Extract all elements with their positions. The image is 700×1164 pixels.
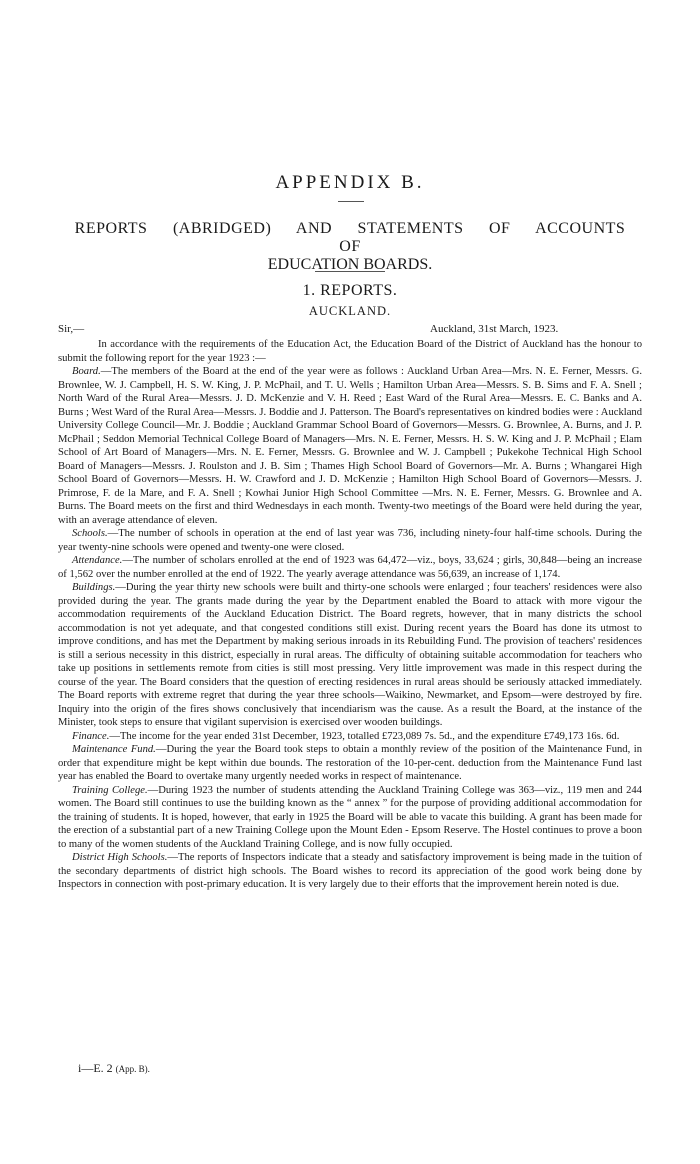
title-line-2: EDUCATION BOARDS.	[267, 256, 433, 273]
paragraph-label: Schools.	[72, 528, 108, 539]
letter-salutation: Sir,—	[58, 323, 85, 335]
paragraph-finance	[58, 730, 642, 744]
footer-reference-suffix: (App. B).	[115, 1064, 150, 1074]
paragraph-label: Buildings.	[72, 582, 116, 593]
region-heading: AUCKLAND.	[308, 304, 392, 318]
letter-dateline: Auckland, 31st March, 1923.	[430, 323, 559, 335]
paragraph-text: —The reports of Inspectors indicate that a steady and satisfactory improvement is being made in the tuition of the secondary departments of district high schools. The Board wishes to record its appreciation of the good work being done by Inspectors in connection with post-primary education. It is very largely due to their efforts that the improvement herein noted is due.	[58, 852, 642, 890]
document-title	[58, 220, 642, 274]
appendix-heading: APPENDIX B.	[275, 172, 425, 193]
footer-reference: i—E. 2	[78, 1061, 113, 1075]
paragraph-text: —The number of scholars enrolled at the end of 1923 was 64,472—viz., boys, 33,624 ; girls, 30,848—being an increase of 1,562 over the number enrolled at the end of 1922. The yearly average attendance was 56,639, an increase of 1,174.	[58, 555, 642, 580]
paragraph-intro	[58, 338, 642, 365]
paragraph-label: Maintenance Fund.	[72, 744, 156, 755]
ornament-rule	[338, 201, 364, 202]
paragraph-label: Board.	[72, 366, 101, 377]
report-body	[58, 338, 642, 892]
paragraph-training-college	[58, 784, 642, 852]
paragraph-attendance	[58, 554, 642, 581]
paragraph-board	[58, 365, 642, 527]
paragraph-text: —During the year thirty new schools were built and thirty-one schools were enlarged ; four teachers' residences were also provided during the year. The grants made during the year by the Department enabled the Board to attack with more vigour the accommodation requirements of the Auckland Education District. The Board regrets, however, that in many districts the school accommodation is not yet adequate, and that congested conditions still exist. During recent years the Board has done its utmost to improve conditions, and has met the Department by making serious inroads in its Rebuilding Fund. The provision of teachers' residences is still a serious necessity in this district, especially in rural areas. The difficulty of obtaining suitable accommodation for teachers who take up positions in settlements remote from cities is still most pressing. Very little improvement was made in this respect during the course of the year. The Board considers that the question of erecting residences in rural areas should be seriously attacked immediately. The Board reports with extreme regret that during the year three schools—Waikino, Newmarket, and Epsom—were destroyed by fire. Inquiry into the origin of the fires shows conclusively that incendiarism was the cause. As a result the Board, at the instance of the Minister, took steps to ensure that vigilant supervision is exercised over wooden buildings.	[58, 582, 642, 728]
page-footer	[78, 1061, 150, 1076]
paragraph-label: Attendance.	[72, 555, 123, 566]
title-line-1: REPORTS (ABRIDGED) AND STATEMENTS OF ACCOUNTS OF	[74, 220, 626, 255]
paragraph-text: —The number of schools in operation at the end of last year was 736, including ninety-four half-time schools. During the year twenty-nine schools were opened and twenty-one were closed.	[58, 528, 642, 553]
paragraph-maintenance-fund	[58, 743, 642, 784]
paragraph-text: —The members of the Board at the end of the year were as follows : Auckland Urban Area—Mrs. N. E. Ferner, Messrs. G. Brownlee, W. J. Campbell, H. S. W. King, J. P. McPhail, and T. U. Wells ; Hamilton Urban Area—Messrs. S. B. Sims and F. A. Snell ; North Ward of the Rural Area—Messrs. J. D. McKenzie and V. H. Reed ; East Ward of the Rural Area—Messrs. E. C. Banks and A. Burns ; West Ward of the Rural Area—Messrs. J. Boddie and J. Patterson. The Board's representatives on kindred bodies were : Auckland University College Council—Mr. J. Boddie ; Auckland Grammar School Board of Governors—Messrs. G. Brownlee, A. Burns, and J. P. McPhail ; Seddon Memorial Technical College Board of Managers—Mrs. N. E. Ferner, Messrs. H. S. W. King and J. P. McPhail ; Elam School of Art Board of Managers—Mrs. N. E. Ferner, Messrs. G. Brownlee and W. J. Campbell ; Pukekohe Technical High School Board of Managers—Messrs. J. Roulston and J. B. Sim ; Thames High School Board of Governors—Mr. A. Burns ; Whangarei High School Board of Governors—Messrs. H. W. Crawford and J. D. McKenzie ; Hamilton High School Board of Governors—Messrs. J. Primrose, F. de la Mare, and F. A. Snell ; Kowhai Junior High School Committee —Mrs. N. E. Ferner, Messrs. G. Brownlee and A. Burns. The Board meets on the first and third Wednesdays in each month. Twenty-two meetings of the Board were held during the year, with an average attendance of eleven.	[58, 366, 642, 526]
paragraph-label: Training College.	[72, 784, 148, 796]
paragraph-text: —The income for the year ended 31st December, 1923, totalled £723,089 7s. 5d., and the expenditure £749,173 16s. 6d.	[109, 730, 620, 742]
paragraph-label: Finance.	[72, 730, 110, 742]
paragraph-district-high-schools	[58, 851, 642, 892]
paragraph-label: District High Schools.	[72, 852, 168, 863]
paragraph-text: —During the year the Board took steps to obtain a monthly review of the position of the Maintenance Fund, in order that expenditure might be kept within due bounds. The restoration of the 10-per-cent. deduction from the Maintenance Fund last year has enabled the Board to overtake many urgently needed works in respect of maintenance.	[58, 744, 642, 782]
paragraph-text: —During 1923 the number of students attending the Auckland Training College was 363—viz., 119 men and 244 women. The Board still continues to use the building known as the “ annex ” for the purpose of providing additional accommodation for the training of students. It is hoped, however, that early in 1925 the Board will be able to vacate this building. A grant has been made for the erection of a substantial part of a new Training College upon the Mount Eden - Epsom Reserve. The Hostel continues to prove a boon to many of the women students of the Auckland Training College, and is now fully occupied.	[58, 784, 642, 850]
section-heading: 1. REPORTS.	[302, 282, 398, 299]
paragraph-schools	[58, 527, 642, 554]
paragraph-buildings	[58, 581, 642, 730]
divider-rule	[315, 271, 385, 272]
paragraph-text: In accordance with the requirements of the Education Act, the Education Board of the District of Auckland has the honour to submit the following report for the year 1923 :—	[58, 339, 642, 364]
